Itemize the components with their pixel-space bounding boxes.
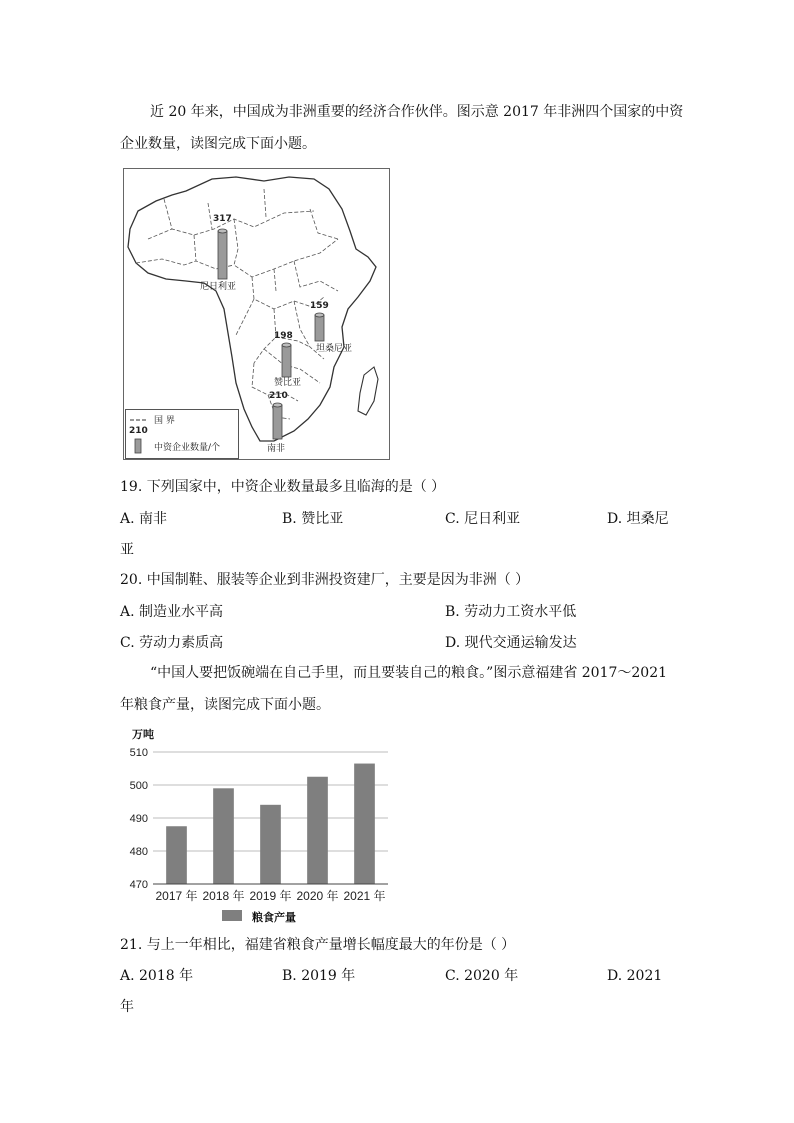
bar-legend-icon (134, 438, 142, 454)
q19-option-d: D. 坦桑尼 (607, 511, 669, 527)
chart-legend-label: 粮食产量 (252, 912, 296, 924)
bar-5 (354, 764, 375, 884)
grain-chart-svg (120, 724, 400, 930)
q21-option-d-wrap: 年 (120, 999, 134, 1015)
y-tick-label: 470 (129, 879, 148, 891)
tanzania-bar (315, 313, 324, 341)
q20-option-c: C. 劳动力素质高 (120, 635, 224, 651)
q21-option-a: A. 2018 年 (120, 968, 194, 984)
tanzania-label: 坦桑尼亚 (316, 344, 353, 354)
zambia-label: 赞比亚 (274, 378, 302, 388)
intro2-line-2: 年粮食产量，读图完成下面小题。 (120, 697, 330, 713)
q21-option-b: B. 2019 年 (282, 968, 356, 984)
nigeria-label: 尼日利亚 (200, 282, 237, 292)
x-tick-label: 2019 年 (249, 889, 292, 903)
q19-option-c: C. 尼日利亚 (445, 511, 521, 527)
legend-sample-value: 210 (129, 426, 148, 436)
x-tick-label: 2020 年 (296, 889, 339, 903)
south-africa-value: 210 (269, 391, 288, 401)
q19-option-b: B. 赞比亚 (282, 511, 344, 527)
y-tick-label: 480 (129, 846, 148, 858)
y-tick-label: 490 (129, 813, 148, 825)
x-tick-label: 2017 年 (155, 889, 198, 903)
intro-line-1: 近 20 年来，中国成为非洲重要的经济合作伙伴。图示意 2017 年非洲四个国家的中资 (150, 104, 684, 120)
bar-1 (166, 826, 187, 884)
q20-option-a: A. 制造业水平高 (120, 604, 224, 620)
africa-map (123, 168, 390, 460)
y-tick-label: 500 (129, 780, 148, 792)
intro2-line-1: “中国人要把饭碗端在自己手里，而且要装自己的粮食。”图示意福建省 2017～2021 (150, 665, 668, 681)
border-line-icon (130, 416, 148, 424)
q21-stem: 21. 与上一年相比，福建省粮食产量增长幅度最大的年份是（ ） (120, 937, 516, 953)
q21-option-d: D. 2021 (607, 968, 663, 984)
legend-border-label: 国 界 (154, 416, 175, 426)
y-tick-label: 510 (129, 747, 148, 759)
zambia-value: 198 (274, 331, 293, 341)
south-africa-label: 南非 (267, 444, 286, 454)
bar-4 (307, 777, 328, 884)
intro-line-2: 企业数量，读图完成下面小题。 (120, 136, 316, 152)
q20-option-d: D. 现代交通运输发达 (445, 635, 577, 651)
legend-swatch (222, 910, 242, 921)
map-legend (125, 409, 239, 459)
bar-3 (260, 805, 281, 884)
nigeria-bar (218, 229, 227, 279)
nigeria-value: 317 (213, 214, 232, 224)
q20-option-b: B. 劳动力工资水平低 (445, 604, 577, 620)
bar-2 (213, 788, 234, 884)
q20-stem: 20. 中国制鞋、服装等企业到非洲投资建厂，主要是因为非洲（ ） (120, 572, 530, 588)
q19-option-a: A. 南非 (120, 511, 168, 527)
zambia-bar (282, 343, 291, 377)
x-tick-label: 2021 年 (343, 889, 386, 903)
chart-y-unit: 万吨 (132, 729, 154, 741)
q19-option-d-wrap: 亚 (120, 542, 134, 558)
grain-chart (120, 724, 400, 930)
x-tick-label: 2018 年 (202, 889, 245, 903)
tanzania-value: 159 (310, 301, 329, 311)
q21-option-c: C. 2020 年 (445, 968, 519, 984)
south-africa-bar (273, 403, 282, 439)
legend-bar-label: 中资企业数量/个 (154, 443, 221, 453)
q19-stem: 19. 下列国家中，中资企业数量最多且临海的是（ ） (120, 479, 446, 495)
